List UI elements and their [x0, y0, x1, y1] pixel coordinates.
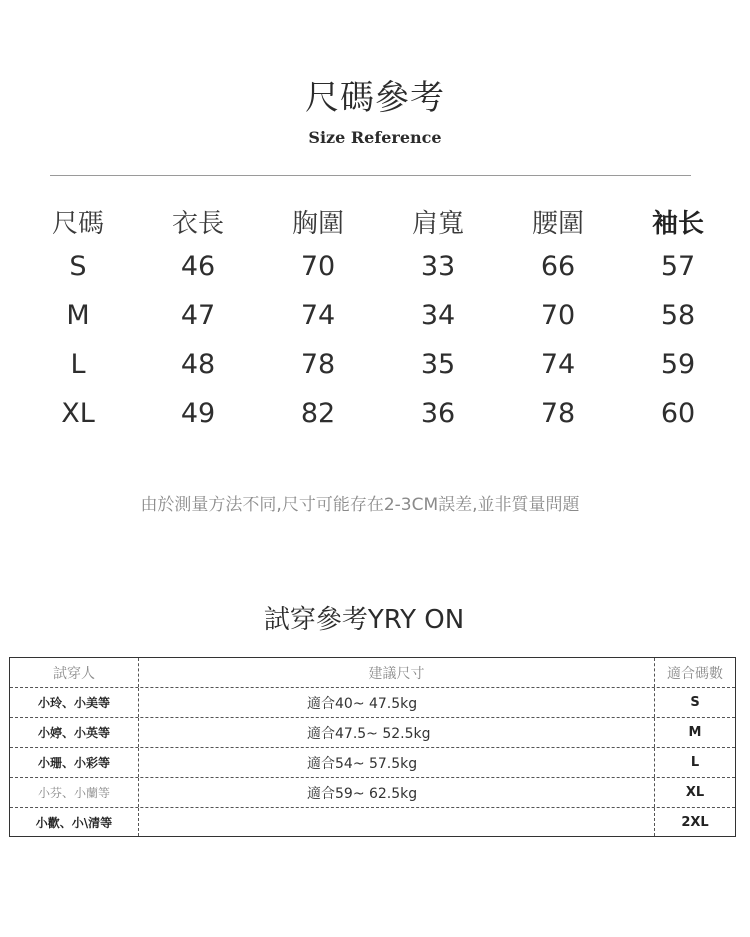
size-cell: 70 — [300, 251, 336, 282]
divider — [50, 175, 691, 176]
size-cell: 60 — [660, 398, 696, 429]
try-table-header — [10, 658, 735, 688]
size-cell: 34 — [420, 300, 456, 331]
size-cell: M — [66, 300, 90, 331]
weight-cell: 適合54~ 57.5kg — [139, 748, 655, 777]
size-cell: XL — [61, 398, 95, 429]
header-size: 尺碼 — [51, 208, 104, 239]
size-reference-title: 尺碼參考 — [305, 78, 445, 118]
size-cell: 33 — [420, 251, 456, 282]
weight-cell: 適合47.5~ 52.5kg — [139, 718, 655, 747]
person-cell: 小玲、小美等 — [10, 688, 139, 717]
size-cell: 78 — [300, 349, 336, 380]
weight-cell — [139, 808, 655, 836]
size-cell: 74 — [540, 349, 576, 380]
header-shoulder: 肩寬 — [411, 208, 464, 239]
fit-size-cell: M — [688, 725, 702, 740]
person-cell: 小歡、小\清等 — [10, 808, 139, 836]
weight-cell: 適合40~ 47.5kg — [139, 688, 655, 717]
size-reference-subtitle: Size Reference — [308, 128, 442, 147]
size-row-s — [18, 242, 738, 291]
header-fit-size: 適合碼數 — [667, 665, 723, 682]
table-row — [10, 748, 735, 778]
person-cell: 小珊、小彩等 — [10, 748, 139, 777]
size-row-m — [18, 291, 738, 340]
size-table-header — [18, 200, 738, 242]
weight-cell: 適合59~ 62.5kg — [139, 778, 655, 807]
person-cell: 小婷、小英等 — [10, 718, 139, 747]
size-cell: 57 — [660, 251, 696, 282]
person-cell: 小芬、小蘭等 — [10, 778, 139, 807]
size-cell: 36 — [420, 398, 456, 429]
header-length: 衣長 — [171, 208, 224, 239]
size-cell: 70 — [540, 300, 576, 331]
measurement-note: 由於測量方法不同,尺寸可能存在2-3CM誤差,並非質量問題 — [140, 495, 580, 515]
size-row-l — [18, 340, 738, 389]
size-cell: L — [70, 349, 86, 380]
header-person: 試穿人 — [10, 658, 139, 687]
size-row-xl — [18, 389, 738, 438]
try-on-table — [9, 657, 736, 837]
fit-size-cell: S — [690, 695, 700, 710]
header-waist: 腰圍 — [531, 208, 584, 239]
header-sleeve: 袖长 — [651, 208, 704, 239]
table-row — [10, 718, 735, 748]
fit-size-cell: L — [690, 755, 700, 770]
table-row — [10, 688, 735, 718]
size-cell: 46 — [180, 251, 216, 282]
table-row — [10, 808, 735, 836]
size-cell: 74 — [300, 300, 336, 331]
header-suggested-size: 建議尺寸 — [139, 658, 655, 687]
size-cell: 48 — [180, 349, 216, 380]
fit-size-cell: 2XL — [681, 814, 709, 830]
header-chest: 胸圍 — [291, 208, 344, 239]
size-cell: 58 — [660, 300, 696, 331]
size-cell: 82 — [300, 398, 336, 429]
size-cell: 66 — [540, 251, 576, 282]
fit-size-cell: XL — [685, 785, 705, 800]
try-on-title: 試穿參考YRY ON — [263, 605, 465, 635]
table-row — [10, 778, 735, 808]
size-cell: 59 — [660, 349, 696, 380]
size-cell: 35 — [420, 349, 456, 380]
size-table — [18, 200, 738, 438]
size-cell: 78 — [540, 398, 576, 429]
size-cell: 47 — [180, 300, 216, 331]
size-cell: 49 — [180, 398, 216, 429]
size-cell: S — [69, 251, 87, 282]
